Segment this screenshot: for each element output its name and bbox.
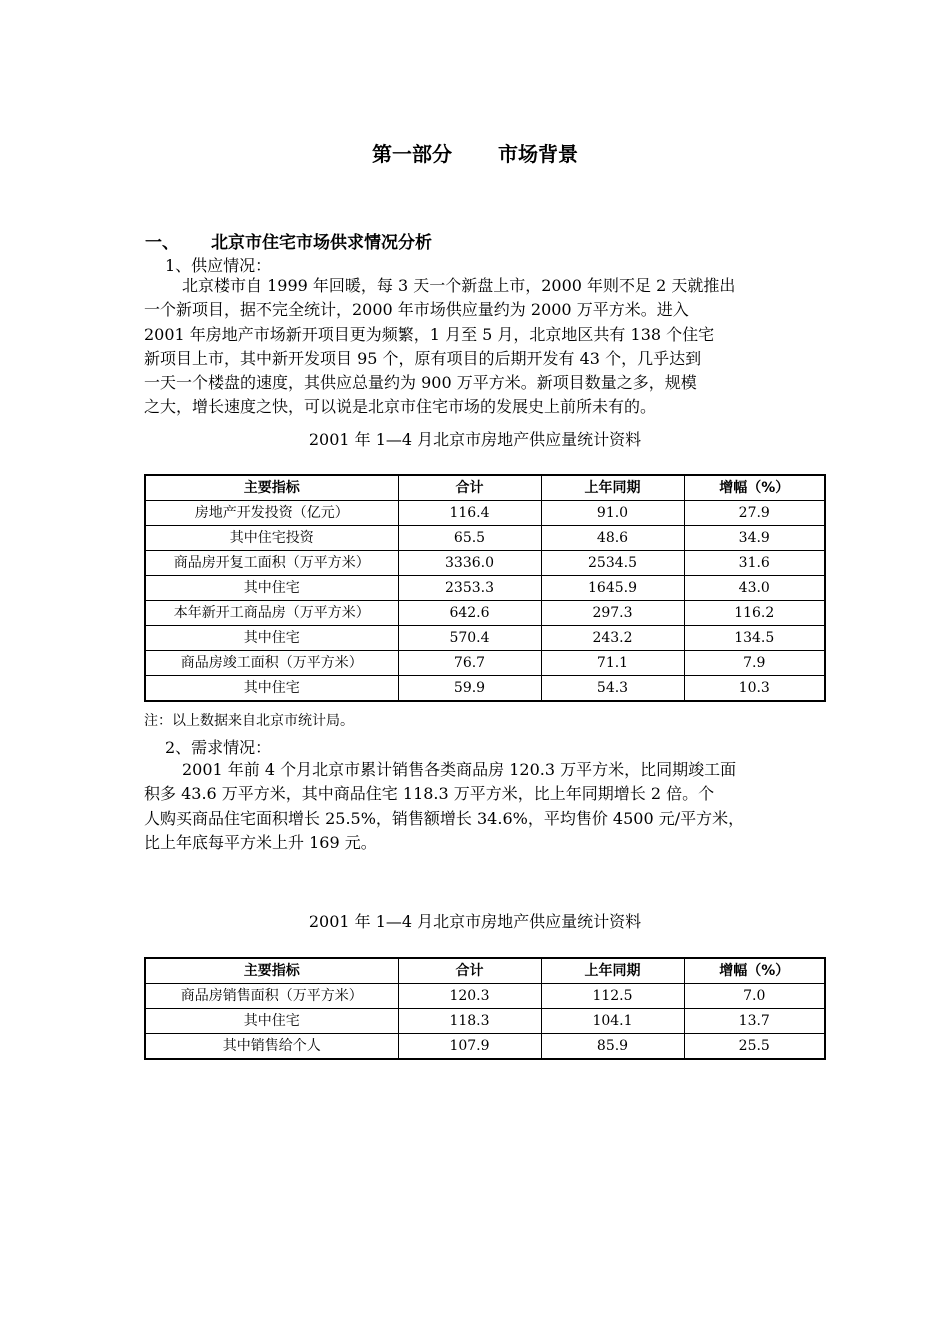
supply-line: 一个新项目，据不完全统计，2000 年市场供应量约为 2000 万平方米。进入	[144, 300, 689, 320]
section-title: 北京市住宅市场供求情况分析	[211, 233, 432, 253]
table-cell: 118.3	[398, 1009, 541, 1034]
table-cell: 112.5	[541, 984, 684, 1009]
table-row	[145, 501, 825, 526]
table-row	[145, 1034, 825, 1060]
supply-table	[144, 474, 826, 702]
supply-line: 北京楼市自 1999 年回暖，每 3 天一个新盘上市，2000 年则不足 2 天就推出	[182, 276, 736, 295]
col-header: 合计	[398, 475, 541, 501]
table-cell: 59.9	[398, 676, 541, 702]
table-cell: 43.0	[684, 576, 825, 601]
table-cell: 134.5	[684, 626, 825, 651]
table-cell: 其中住宅投资	[145, 526, 398, 551]
table-cell: 其中住宅	[145, 1009, 398, 1034]
table-cell: 25.5	[684, 1034, 825, 1060]
table-cell: 71.1	[541, 651, 684, 676]
table-cell: 48.6	[541, 526, 684, 551]
col-header: 上年同期	[541, 475, 684, 501]
table-cell: 120.3	[398, 984, 541, 1009]
table-cell: 570.4	[398, 626, 541, 651]
table-row	[145, 551, 825, 576]
table-cell: 房地产开发投资（亿元）	[145, 501, 398, 526]
demand-line: 积多 43.6 万平方米，其中商品住宅 118.3 万平方米，比上年同期增长 2 倍。个	[144, 784, 715, 804]
table-cell: 7.9	[684, 651, 825, 676]
table-row	[145, 1009, 825, 1034]
title-part: 第一部分	[372, 142, 452, 166]
demand-paragraph	[144, 758, 814, 855]
table-cell: 116.4	[398, 501, 541, 526]
data-source-note: 注：以上数据来自北京市统计局。	[144, 713, 354, 729]
table-cell: 34.9	[684, 526, 825, 551]
col-header: 合计	[398, 958, 541, 984]
supply-paragraph	[144, 274, 814, 420]
supply-line: 新项目上市，其中新开发项目 95 个，原有项目的后期开发有 43 个，几乎达到	[144, 348, 702, 368]
table-row	[145, 601, 825, 626]
table-cell: 104.1	[541, 1009, 684, 1034]
table-cell: 2534.5	[541, 551, 684, 576]
table-cell: 27.9	[684, 501, 825, 526]
table-cell: 商品房竣工面积（万平方米）	[145, 651, 398, 676]
table-cell: 其中住宅	[145, 626, 398, 651]
table1-caption: 2001 年 1—4 月北京市房地产供应量统计资料	[308, 430, 642, 449]
table-cell: 13.7	[684, 1009, 825, 1034]
table-row	[145, 576, 825, 601]
table-header-row	[145, 958, 825, 984]
col-header: 增幅（%）	[684, 958, 825, 984]
table-cell: 1645.9	[541, 576, 684, 601]
table-cell: 116.2	[684, 601, 825, 626]
table-cell: 7.0	[684, 984, 825, 1009]
supply-line: 之大，增长速度之快，可以说是北京市住宅市场的发展史上前所未有的。	[144, 397, 657, 417]
section-number: 一、	[145, 233, 179, 253]
table-row	[145, 651, 825, 676]
table-cell: 其中销售给个人	[145, 1034, 398, 1060]
col-header: 增幅（%）	[684, 475, 825, 501]
table2-caption: 2001 年 1—4 月北京市房地产供应量统计资料	[308, 912, 642, 931]
table-cell: 10.3	[684, 676, 825, 702]
demand-line: 比上年底每平方米上升 169 元。	[144, 832, 377, 852]
table-cell: 54.3	[541, 676, 684, 702]
table-cell: 297.3	[541, 601, 684, 626]
table-row	[145, 626, 825, 651]
table-cell: 3336.0	[398, 551, 541, 576]
table-cell: 2353.3	[398, 576, 541, 601]
table-cell: 商品房开复工面积（万平方米）	[145, 551, 398, 576]
table-row	[145, 676, 825, 702]
table-cell: 31.6	[684, 551, 825, 576]
demand-line: 2001 年前 4 个月北京市累计销售各类商品房 120.3 万平方米，比同期竣工面	[182, 760, 737, 779]
supply-line: 2001 年房地产市场新开项目更为频繁，1 月至 5 月，北京地区共有 138 个住宅	[144, 324, 715, 344]
demand-heading: 2、需求情况：	[165, 738, 272, 757]
table-cell: 商品房销售面积（万平方米）	[145, 984, 398, 1009]
title-name: 市场背景	[498, 142, 578, 166]
section-heading	[145, 228, 432, 253]
table-cell: 243.2	[541, 626, 684, 651]
page-title	[0, 138, 950, 167]
table-cell: 其中住宅	[145, 676, 398, 702]
table-cell: 85.9	[541, 1034, 684, 1060]
col-header: 主要指标	[145, 958, 398, 984]
table-header-row	[145, 475, 825, 501]
supply-heading: 1、供应情况：	[165, 256, 272, 275]
table-row	[145, 984, 825, 1009]
table-cell: 642.6	[398, 601, 541, 626]
table-cell: 其中住宅	[145, 576, 398, 601]
table-cell: 65.5	[398, 526, 541, 551]
demand-table	[144, 957, 826, 1060]
table-row	[145, 526, 825, 551]
col-header: 主要指标	[145, 475, 398, 501]
supply-line: 一天一个楼盘的速度，其供应总量约为 900 万平方米。新项目数量之多，规模	[144, 373, 697, 393]
table-cell: 107.9	[398, 1034, 541, 1060]
table-cell: 91.0	[541, 501, 684, 526]
demand-line: 人购买商品住宅面积增长 25.5%，销售额增长 34.6%，平均售价 4500 元/平方米，	[144, 808, 745, 828]
col-header: 上年同期	[541, 958, 684, 984]
table-cell: 76.7	[398, 651, 541, 676]
table-cell: 本年新开工商品房（万平方米）	[145, 601, 398, 626]
